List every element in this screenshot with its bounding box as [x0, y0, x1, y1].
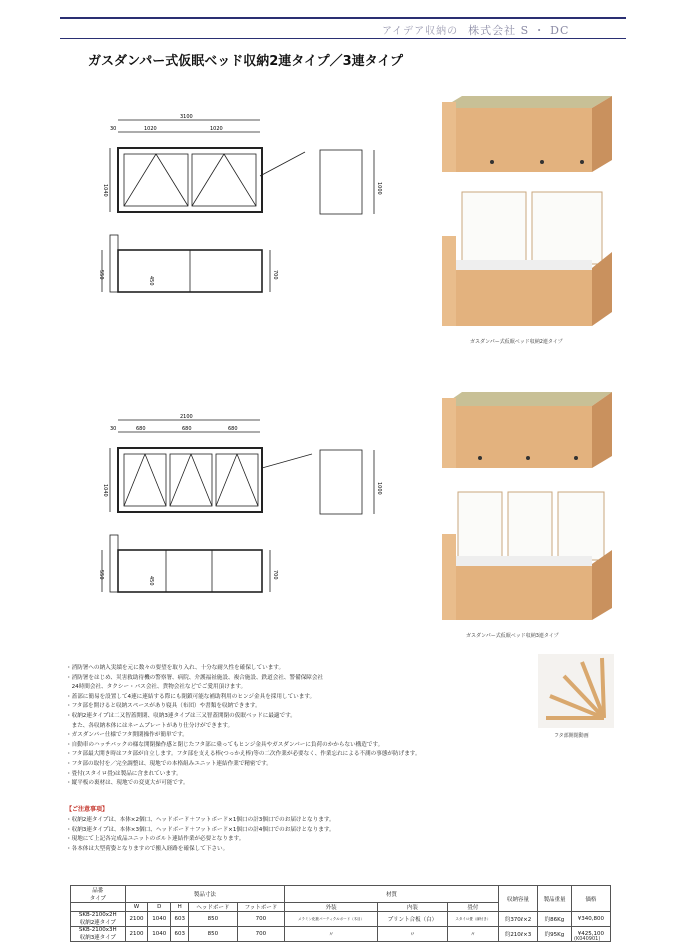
note-line: ・蓋部に簡易を設置して4連に連結する際にも閉鎖可能な補助利用のヒンジ金具を採用しています。 [66, 693, 316, 700]
note-line: ・フタ部の取付を／完全調整は、現地での本格組みユニット連結作業で精密です。 [66, 760, 272, 767]
page-title: ガスダンパー式仮眠ベッド収納2連タイプ／3連タイプ [88, 54, 404, 69]
note-line: ・ガスダンパー仕様でフタ開閉操作が簡単です。 [66, 732, 188, 739]
dim-unit-a: 1020 [144, 126, 157, 132]
caption-two: ガスダンパー式仮眠ベッド収納2連タイプ [470, 339, 563, 345]
note-line: 24時間会社、タクシー・バス会社、貨物会社などでご愛用頂けます。 [66, 684, 247, 691]
dim-height-c: 700 [272, 270, 278, 280]
note-line: ・フタ部を開けると収納スペースがあり寝具（布団）や書類を収納できます。 [66, 703, 261, 710]
caution-line: ・収納2連タイプは、本体×2個口、ヘッドボード＋フットボード×1個口の計3個口でのお届けとなります。 [66, 817, 335, 823]
note-line: ・縦平板の裏材は、現地での変更大が可能です。 [66, 780, 189, 787]
dim-height-c: 700 [272, 570, 278, 580]
drawing-three-unit [100, 410, 390, 600]
brand-prefix: アイデア収納の [382, 26, 459, 37]
photo-two-open [432, 188, 614, 338]
table-row: SKB-2100x2H 収納2連タイプ 2100 1040 603 850 700 メラミン化粧パーティクルボード（木目） プリント合板（白） スタイロ畳（縁付き） 約370ℓ×2 約86Kg ¥340,800 [71, 912, 611, 927]
brand-name: 株式会社 S ・ DC [468, 24, 570, 37]
note-line: ・フタ部最大開き時はフタ部が自立します。フタ部を支える棒(つっかえ棒)等の二次作業が必要なく、作業忘れによる不測の事態が防げます。 [66, 751, 421, 758]
dim-height-b: 450 [148, 276, 154, 286]
th-type: 品番 タイプ [71, 886, 126, 903]
caution-line: ・各本体は大型荷姿となりますので搬入経路を確保して下さい。 [66, 845, 229, 852]
th-m1: 外装 [285, 903, 378, 912]
drawing-two-unit [100, 110, 390, 300]
dim-height-a: 550 [98, 270, 104, 280]
dim-unit-a: 680 [136, 426, 146, 432]
dim-width: 2100 [180, 414, 193, 420]
th-m2: 内装 [377, 903, 447, 912]
note-line: また、各収納本体にはネームプレートがあり仕分けができます。 [66, 722, 234, 729]
header-rule-bottom [60, 38, 626, 39]
th-weight: 製品重量 [538, 886, 572, 912]
dim-depth: 1040 [102, 484, 108, 497]
feature-notes [66, 664, 516, 789]
dim-height-a: 550 [98, 570, 104, 580]
note-line: ・畳付(スタイロ畳)は製品に含まれています。 [66, 770, 182, 777]
dim-side-depth: 1000 [376, 182, 382, 195]
note-line: ・消防署をはじめ、災害救助待機の警察署、病院、介護福祉施設、複合施設、鉄道会社、警備保障会社 [66, 674, 324, 681]
dim-unit-b: 680 [182, 426, 192, 432]
caution-line: ・現地にて上記各完成品ユニットのボルト連結作業が必要となります。 [66, 836, 245, 843]
th-m3: 畳付 [447, 903, 498, 912]
th-w: W [125, 903, 148, 912]
dim-height-b: 450 [148, 576, 154, 586]
header-rule [60, 17, 626, 19]
dim-side-depth: 1000 [376, 482, 382, 495]
dim-unit-b: 1020 [210, 126, 223, 132]
warning-heading: 【ご注意事項】 [66, 806, 109, 813]
photo-three-closed [432, 382, 614, 474]
dim-side: 30 [110, 126, 117, 132]
th-fb: フットボード [237, 903, 285, 912]
th-price: 価格 [571, 886, 610, 912]
th-dims: 製品寸法 [125, 886, 285, 903]
table-row: SKB-2100x3H 収納3連タイプ 2100 1040 603 850 700 〃 〃 〃 約210ℓ×3 約95Kg ¥425,100 [71, 927, 611, 942]
caption-lid: フタ部開閉動画 [554, 733, 589, 739]
caution-line: ・収納3連タイプは、本体×3個口、ヘッドボード＋フットボード×1個口の計4個口でのお届けとなります。 [66, 826, 335, 833]
th-capacity: 収納容量 [498, 886, 537, 912]
photo-lid-motion [538, 654, 614, 728]
note-line: ・消防署への納入実績を元に数々の要望を取り入れ、十分な耐久性を確保しています。 [66, 665, 285, 671]
dim-width: 3100 [180, 114, 193, 120]
th-blank [71, 903, 126, 912]
photo-three-open [432, 488, 614, 630]
th-hb: ヘッドボード [189, 903, 237, 912]
document-code: (K040901) [574, 936, 601, 942]
photo-two-closed [432, 88, 614, 176]
dim-depth: 1040 [102, 184, 108, 197]
spec-table [70, 885, 611, 942]
caption-three: ガスダンパー式仮眠ベッド収納3連タイプ [466, 633, 559, 639]
note-line: ・自動車のハッチバックの様な開閉操作感と閉じたフタ部に乗ってもヒンジ金具やガスダンパーに負荷のかからない構造です。 [66, 741, 384, 748]
th-material: 材質 [285, 886, 499, 903]
th-d: D [148, 903, 171, 912]
th-h: H [171, 903, 189, 912]
note-line: ・収納2連タイプは二又智蓋開閉、収納3連タイプは三又智蓋開閉の仮眠ベッドに最適です。 [66, 712, 296, 719]
caution-notes [66, 816, 516, 854]
dim-unit-c: 680 [228, 426, 238, 432]
dim-side: 30 [110, 426, 117, 432]
brand [382, 22, 569, 38]
